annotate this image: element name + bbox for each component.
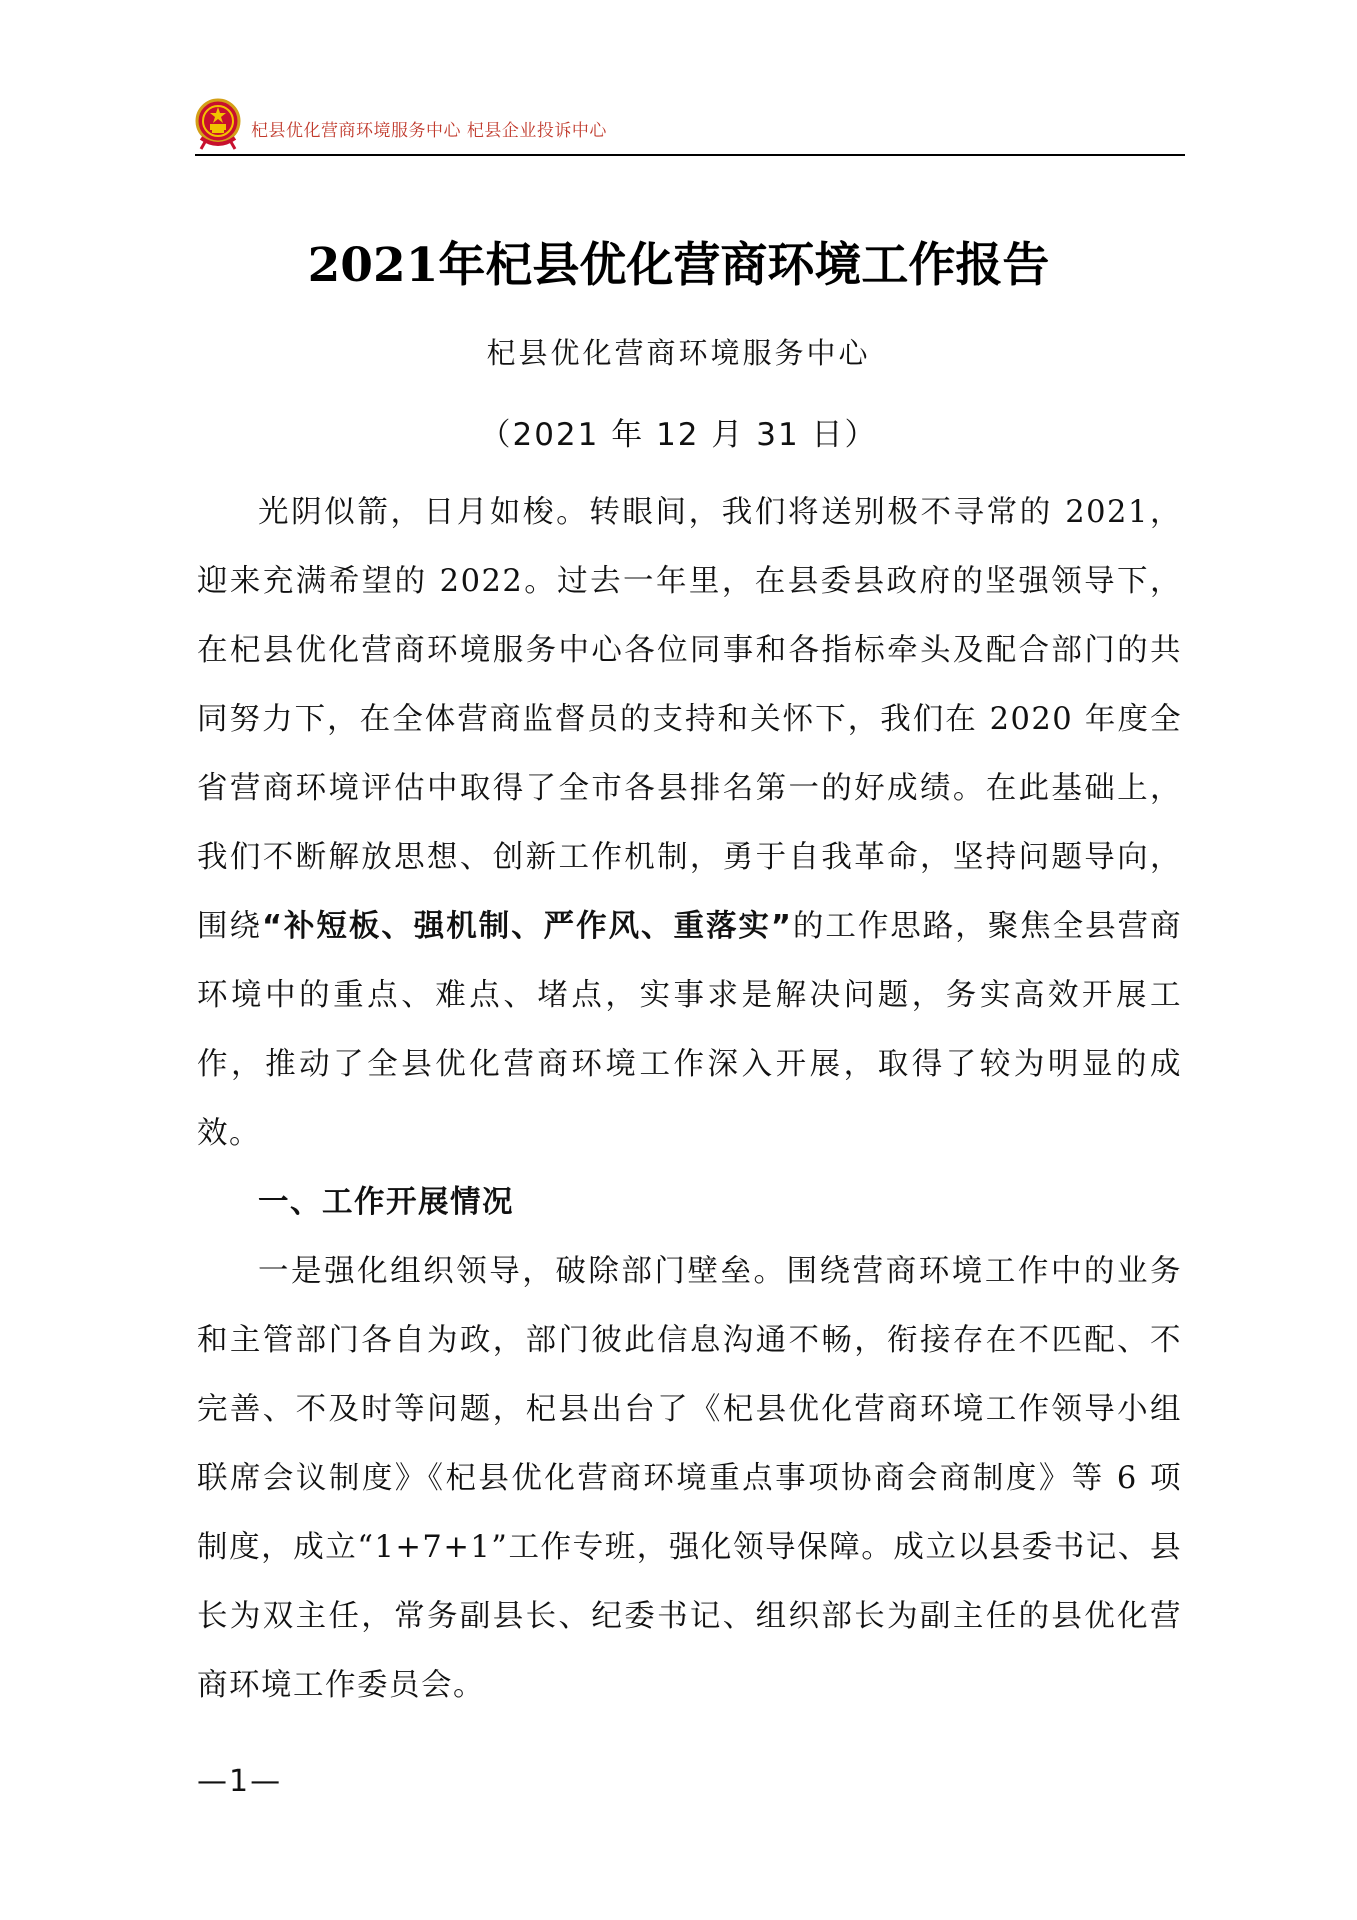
intro-text-before: 光阴似箭，日月如梭。转眼间，我们将送别极不寻常的 2021，迎来充满希望的 2022。过去一年里，在县委县政府的坚强领导下，在杞县优化营商环境服务中心各位同事和各指标牵头及配合部门的共同努力下，在全体营商监督员的支持和关怀下，我们在 2020 年度全省营商环境评估中取得了全市各县排名第一的好成绩。在此基础上，我们不断解放思想、创新工作机制，勇于自我革命，坚持问题导向，围绕	[197, 495, 1182, 944]
intro-paragraph	[197, 478, 1182, 1168]
letterhead-text: 杞县优化营商环境服务中心 杞县企业投诉中心	[251, 121, 607, 141]
section-heading: 一、工作开展情况	[258, 1185, 514, 1220]
document-title: 2021年杞县优化营商环境工作报告	[307, 238, 1050, 293]
letterhead	[195, 96, 1185, 156]
body-paragraph	[197, 1237, 1182, 1720]
paragraph-text: 围绕营商环境工作中的业务和主管部门各自为政，部门彼此信息沟通不畅，衔接存在不匹配、不完善、不及时等问题，杞县出台了《杞县优化营商环境工作领导小组联席会议制度》《杞县优化营商环境重点事项协商会商制度》等 6 项制度，成立“1+7+1”工作专班，强化领导保障。成立以县委书记、县长为双主任，常务副县长、纪委书记、组织部长为副主任的县优化营商环境工作委员会。	[197, 1254, 1183, 1703]
document-date: （2021 年 12 月 31 日）	[479, 417, 878, 453]
page-number: —1—	[197, 1764, 283, 1799]
document-body	[197, 478, 1182, 1720]
national-emblem-icon	[195, 98, 241, 150]
paragraph-lead: 一是强化组织领导，破除部门壁垒。	[258, 1254, 787, 1289]
intro-emphasis: “补短板、强机制、严作风、重落实”	[261, 909, 793, 944]
intro-text-after: 的工作思路，聚焦全县营商环境中的重点、难点、堵点，实事求是解决问题，务实高效开展工作，推动了全县优化营商环境工作深入开展，取得了较为明显的成效。	[197, 909, 1183, 1151]
document-author: 杞县优化营商环境服务中心	[486, 336, 871, 370]
